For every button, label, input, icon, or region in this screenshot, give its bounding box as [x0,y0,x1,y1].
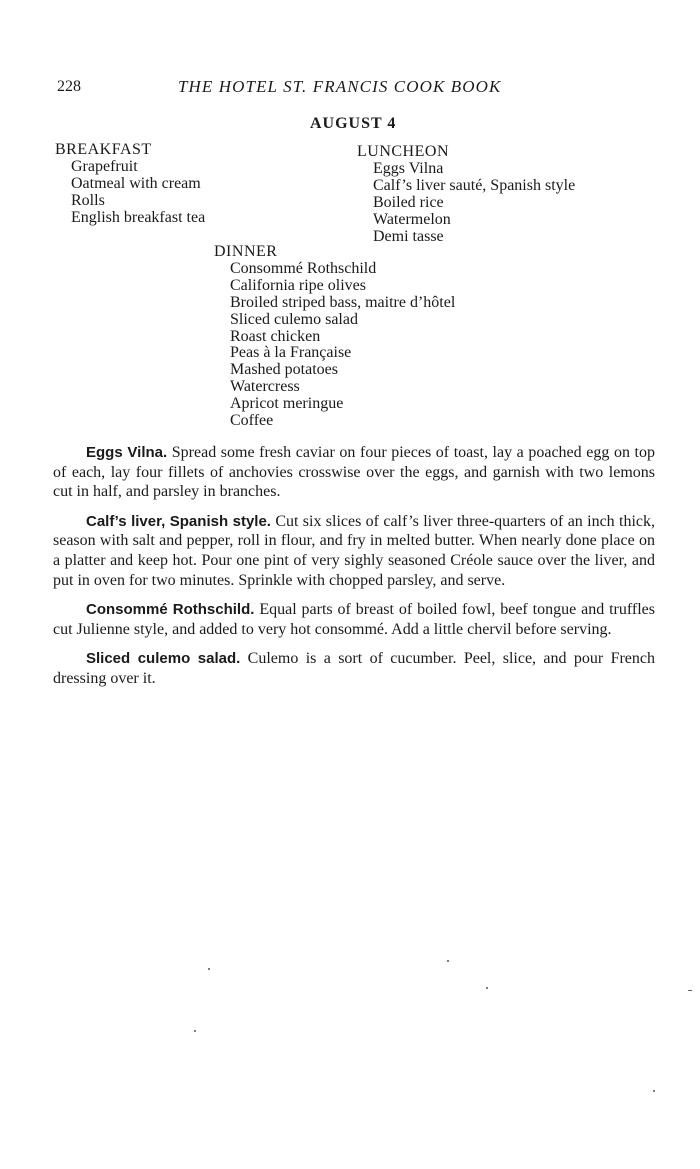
recipe-culemo-salad [53,649,655,688]
menu-item: Calf’s liver sauté, Spanish style [373,176,576,194]
breakfast-heading: BREAKFAST [55,141,152,158]
page-number: 228 [57,78,81,95]
dinner-heading: DINNER [214,243,278,260]
menu-item: Apricot meringue [230,395,344,413]
recipes-section [53,443,655,699]
menu-item: Rolls [71,191,105,209]
menu-item: Watercress [230,378,300,396]
recipe-text: Spread some fresh caviar on four pieces of toast, lay a poached egg on top of each, lay four fillets of anchovies crosswise over the eggs, and garnish with two lemons cut in half, and parsley in branches. [53,444,655,501]
recipe-text: Equal parts of breast of boiled fowl, beef tongue and truffles cut Julienne style, and added to very hot consommé. Add a little chervil before serving. [53,601,656,638]
menu-item: Peas à la Française [230,344,352,362]
menu-item: Boiled rice [373,193,444,211]
menu-item: Consommé Rothschild [230,259,377,277]
menu-item: Sliced culemo salad [230,310,358,328]
breakfast-menu [55,142,205,227]
menu-item: Coffee [230,412,274,430]
menu-item: Grapefruit [71,157,138,175]
scan-speck [688,990,692,991]
menu-item: Broiled striped bass, maitre d’hôtel [230,293,456,311]
recipe-consomme-rothschild [53,600,655,639]
menu-item: Roast chicken [230,327,321,345]
dinner-items [214,261,455,430]
menu-item: Eggs Vilna [373,159,444,177]
luncheon-menu [357,144,575,245]
recipe-title: Calf’s liver, Spanish style. [86,512,271,530]
scan-speck [486,987,488,989]
dinner-menu [214,244,455,430]
recipe-text: Culemo is a sort of cucumber. Peel, slice, and pour French dressing over it. [53,650,656,687]
menu-item: California ripe olives [230,276,366,294]
luncheon-heading: LUNCHEON [357,143,449,160]
running-head: THE HOTEL ST. FRANCIS COOK BOOK [178,77,502,96]
breakfast-items [55,159,205,227]
menu-item: Demi tasse [373,227,444,245]
recipe-text: Cut six slices of calf’s liver three-quarters of an inch thick, season with salt and pepper, roll in flour, and fry in melted butter. When nearly done place on a platter and keep hot. Pour one pint of very sighly seasoned Créole sauce over the liver, and put in oven for two minutes. Sprinkle with chopped parsley, and serve. [53,512,656,589]
scan-speck [194,1030,196,1032]
recipe-calfs-liver [53,512,655,590]
menu-item: Oatmeal with cream [71,174,201,192]
scan-speck [208,968,210,970]
scan-speck [653,1090,655,1092]
date-heading: AUGUST 4 [310,115,397,132]
recipe-eggs-vilna [53,443,655,502]
luncheon-items [357,161,575,246]
scan-speck [447,960,449,962]
recipe-title: Eggs Vilna. [86,444,168,461]
menu-item: English breakfast tea [71,208,206,226]
recipe-title: Consommé Rothschild. [86,601,255,619]
menu-item: Watermelon [373,210,451,228]
menu-item: Mashed potatoes [230,361,338,379]
recipe-title: Sliced culemo salad. [86,650,241,668]
